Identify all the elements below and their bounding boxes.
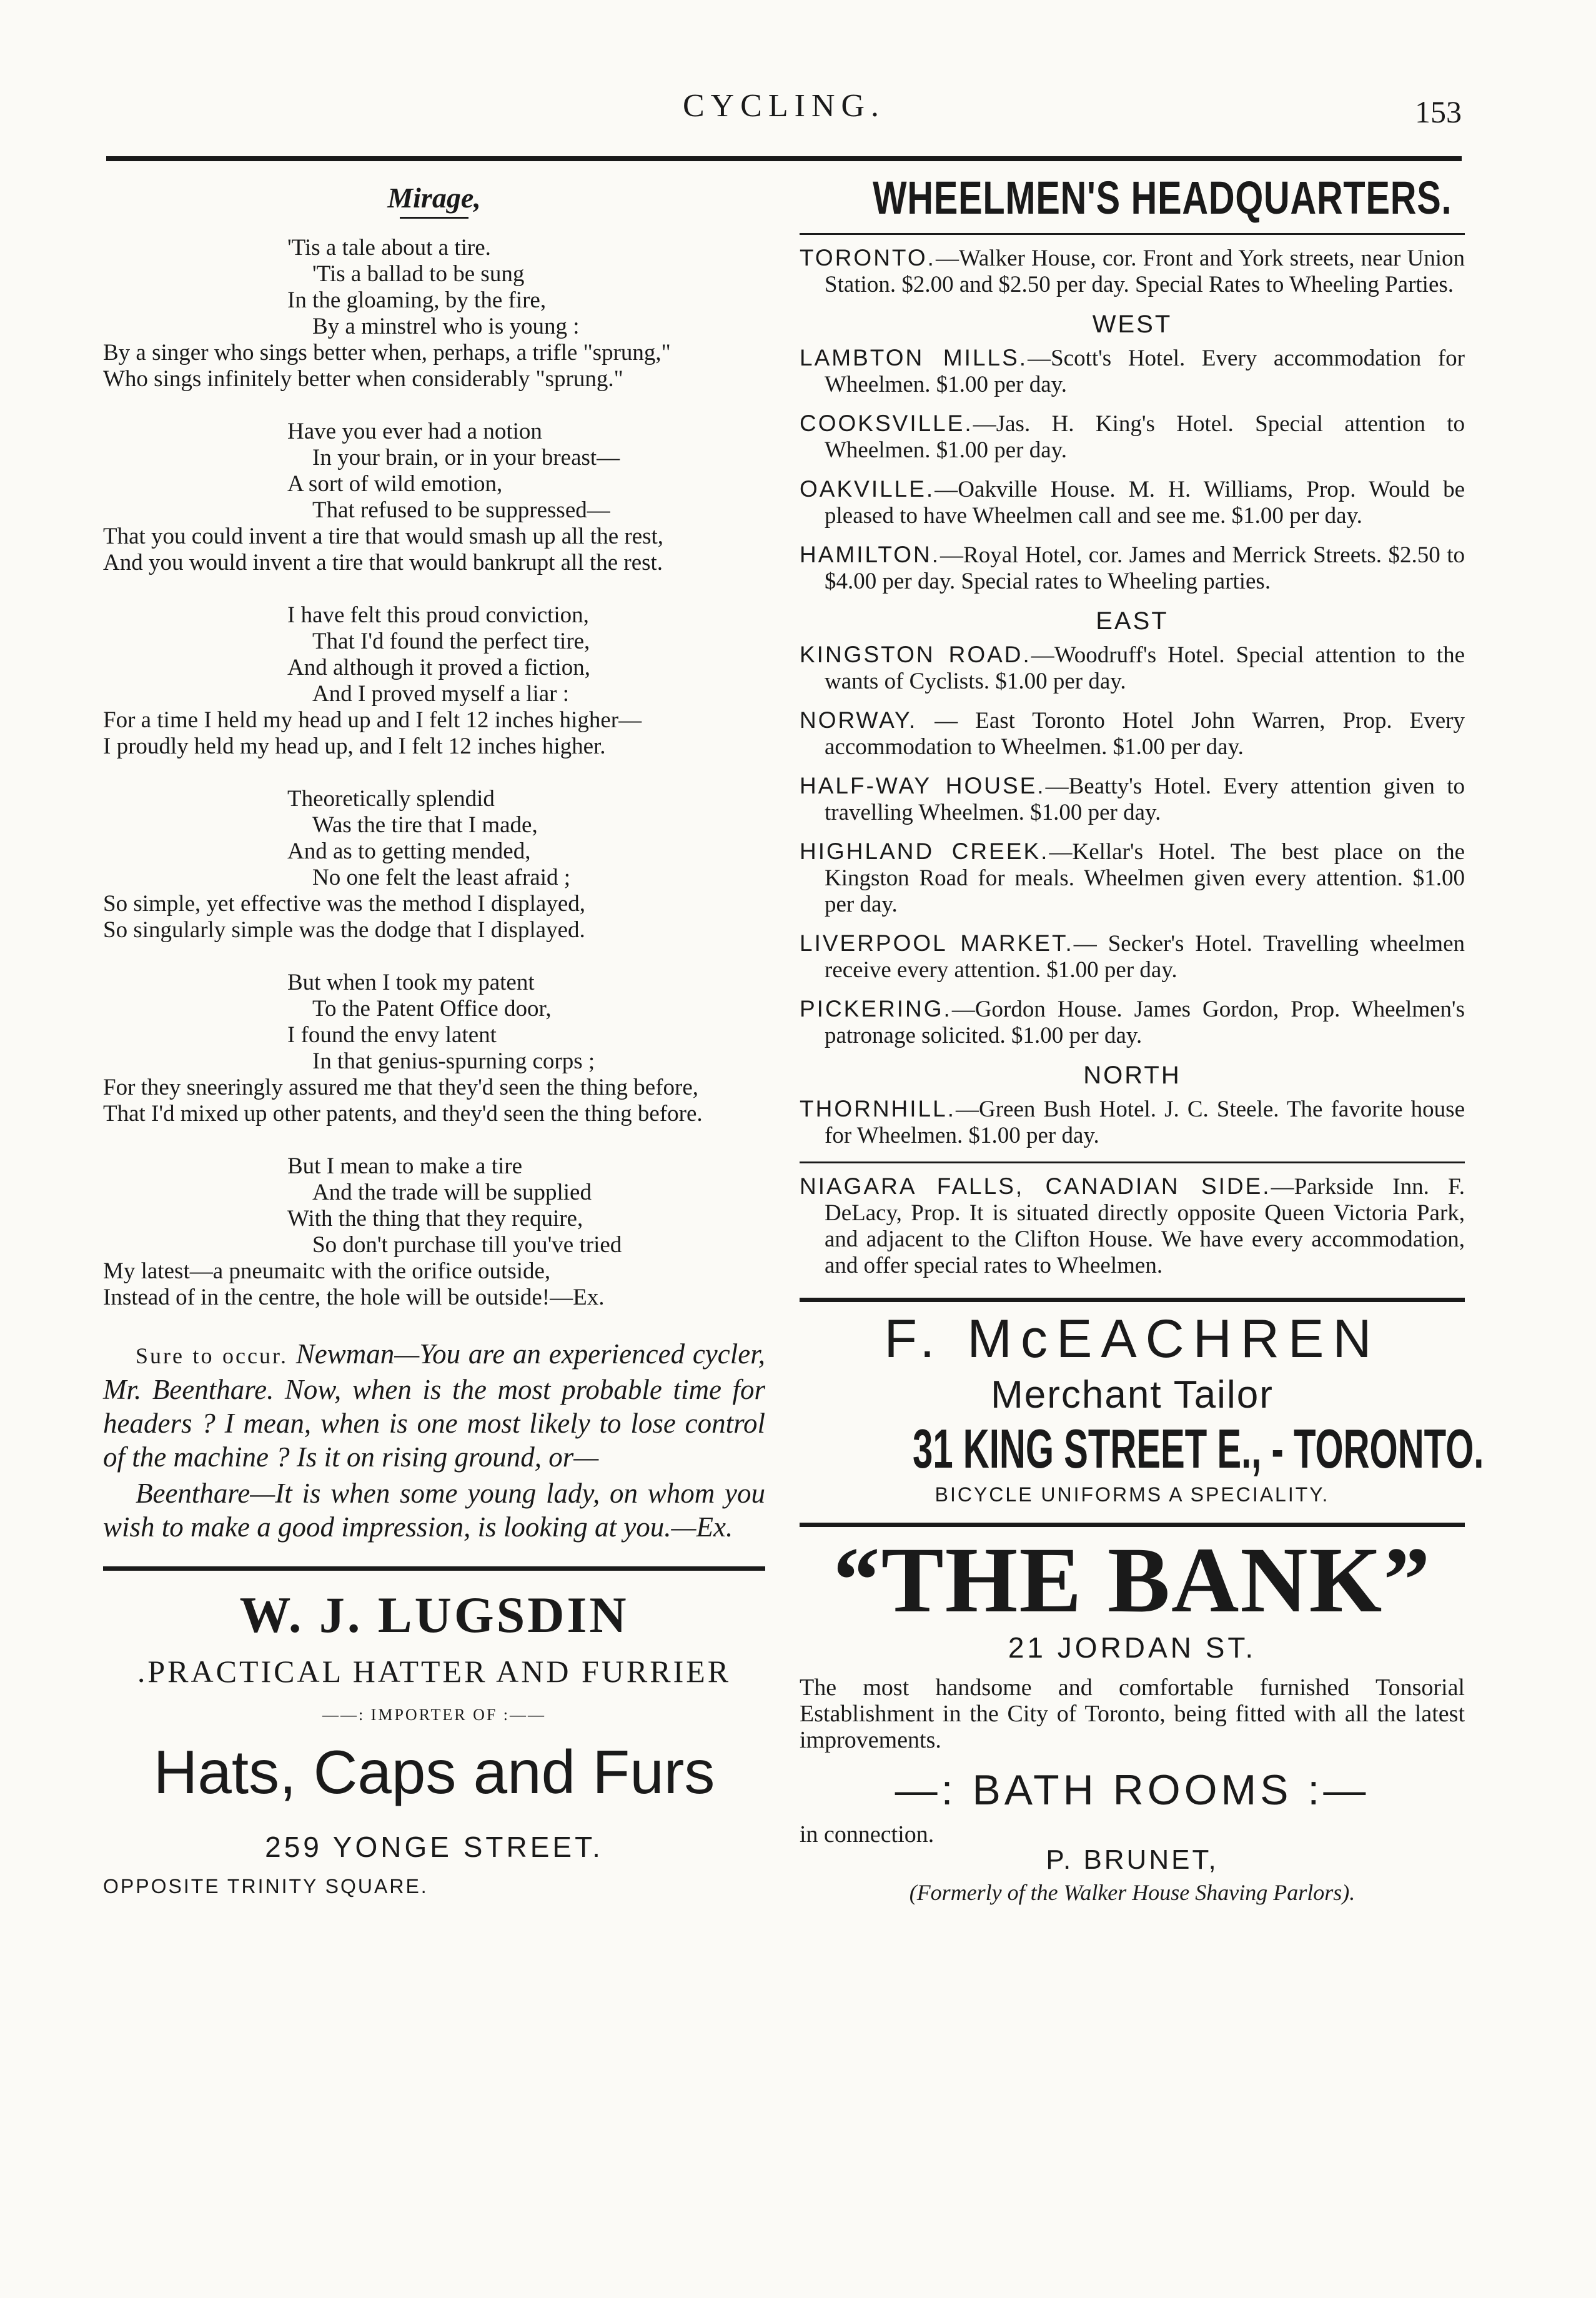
poem-line: And I proved myself a liar : — [312, 681, 569, 707]
right-column — [800, 169, 1484, 1906]
mceachren-name: F. McEACHREN — [884, 1309, 1380, 1369]
poem-line: But when I took my patent — [287, 970, 535, 995]
niagara-place: NIAGARA FALLS, CANADIAN SIDE. — [800, 1173, 1271, 1199]
headquarters-top-entries — [800, 245, 1465, 298]
anecdote-text-2: Beenthare—It is when some young lady, on whom you wish to make a good impression, is looking at you.—Ex. — [103, 1478, 765, 1543]
hotel-entry — [800, 542, 1465, 595]
hotel-place: THORNHILL. — [800, 1096, 956, 1122]
hotel-place: HALF-WAY HOUSE. — [800, 773, 1046, 798]
poem-line: That I'd found the perfect tire, — [312, 629, 590, 654]
poem-line: 'Tis a ballad to be sung — [312, 261, 525, 287]
poem-line: Theoretically splendid — [287, 786, 495, 812]
hotel-place: PICKERING. — [800, 996, 952, 1022]
mceachren-top-rule — [800, 1298, 1465, 1302]
bank-connection: in connection. — [800, 1821, 934, 1848]
region-north: NORTH — [1083, 1062, 1181, 1089]
page-number: 153 — [1415, 94, 1462, 129]
poem-line: So singularly simple was the dodge that I displayed. — [103, 917, 585, 943]
poem-line: To the Patent Office door, — [312, 996, 552, 1022]
poem-line: Was the tire that I made, — [312, 812, 538, 838]
hotel-entry — [800, 838, 1465, 918]
hotel-entry — [800, 642, 1465, 695]
hotel-details: —Oakville House. M. H. Williams, Prop. Would be pleased to have Wheelmen call and see me. $1.00 per day. — [825, 477, 1465, 529]
hotel-entry — [800, 476, 1465, 529]
poem-body — [103, 235, 765, 1311]
hotel-details: —Scott's Hotel. Every accommodation for Wheelmen. $1.00 per day. — [825, 346, 1465, 397]
hotel-entry — [800, 930, 1465, 983]
poem-line: And you would invent a tire that would bankrupt all the rest. — [103, 550, 663, 575]
headquarters-title: WHEELMEN'S HEADQUARTERS. — [873, 172, 1452, 224]
left-column — [103, 169, 765, 1898]
lugsdin-address: 259 YONGE STREET. — [265, 1831, 603, 1863]
poem-line: For a time I held my head up and I felt 12 inches higher— — [103, 707, 642, 733]
region-west: WEST — [1092, 311, 1172, 338]
poem-line: By a singer who sings better when, perhaps, a trifle "sprung," — [103, 340, 671, 366]
lugsdin-top-rule — [103, 1566, 765, 1571]
lugsdin-opposite: OPPOSITE TRINITY SQUARE. — [103, 1875, 429, 1898]
poem-line: 'Tis a tale about a tire. — [287, 235, 491, 261]
mceachren-address: 31 KING STREET E., - TORONTO. — [913, 1418, 1484, 1480]
running-title: CYCLING. — [682, 88, 886, 124]
poem-title-rule — [400, 217, 468, 219]
bank-former: (Formerly of the Walker House Shaving Parlors). — [909, 1880, 1356, 1905]
poem-line: I proudly held my head up, and I felt 12 inches higher. — [103, 734, 606, 759]
niagara-rule — [800, 1161, 1465, 1163]
hotel-place: LIVERPOOL MARKET. — [800, 930, 1074, 956]
poem-line: But I mean to make a tire — [287, 1153, 523, 1179]
headquarters-east-entries — [800, 642, 1465, 1049]
mceachren-specialty: BICYCLE UNIFORMS A SPECIALITY. — [934, 1483, 1330, 1506]
hotel-details: —Beatty's Hotel. Every attention given to travelling Wheelmen. $1.00 per day. — [825, 773, 1465, 825]
headquarters-west-entries — [800, 345, 1465, 595]
poem-line: And the trade will be supplied — [312, 1180, 592, 1205]
header-rule — [106, 156, 1462, 161]
mceachren-ad — [800, 1308, 1484, 1506]
hotel-place: TORONTO. — [800, 245, 936, 271]
hotel-details: —Jas. H. King's Hotel. Special attention to Wheelmen. $1.00 per day. — [825, 411, 1465, 463]
poem-line: With the thing that they require, — [287, 1206, 583, 1231]
bank-description: The most handsome and comfortable furnished Tonsorial Establishment in the City of Toronto, being fitted with all the latest improvements. — [800, 1674, 1465, 1753]
poem-line: I have felt this proud conviction, — [287, 602, 589, 628]
hotel-place: OAKVILLE. — [800, 476, 935, 502]
poem-line: By a minstrel who is young : — [312, 314, 580, 339]
bank-bath-rooms: —: BATH ROOMS :— — [895, 1766, 1370, 1814]
hotel-details: — East Toronto Hotel John Warren, Prop. Every accommodation to Wheelmen. $1.00 per day. — [825, 708, 1465, 760]
hotel-details: — Secker's Hotel. Travelling wheelmen receive every attention. $1.00 per day. — [825, 931, 1465, 983]
poem-stanza — [103, 235, 765, 392]
bank-ad — [800, 1528, 1465, 1906]
poem-stanza — [103, 970, 765, 1127]
poem-line: For they sneeringly assured me that they'd seen the thing before, — [103, 1075, 698, 1100]
poem-line: In the gloaming, by the fire, — [287, 287, 547, 313]
poem-line: That I'd mixed up other patents, and they'd seen the thing before. — [103, 1101, 703, 1127]
hotel-entry — [800, 410, 1465, 464]
hotel-entry — [800, 345, 1465, 398]
headquarters-north-entries — [800, 1096, 1465, 1149]
region-east: EAST — [1096, 607, 1169, 635]
hotel-details: —Royal Hotel, cor. James and Merrick Streets. $2.50 to $4.00 per day. Special rates to Wheeling parties. — [825, 542, 1465, 594]
hotel-entry — [800, 707, 1465, 760]
lugsdin-goods: Hats, Caps and Furs — [153, 1738, 715, 1806]
poem-line: In that genius-spurning corps ; — [312, 1048, 595, 1074]
lugsdin-importer: ——: IMPORTER OF :—— — [322, 1706, 547, 1724]
hotel-entry — [800, 996, 1465, 1049]
anecdote-text-1: Newman—You are an experienced cycler, Mr. Beenthare. Now, when is the most probable time for headers ? I mean, when is one most likely to lose control of the machine ? Is it on rising ground, or— — [103, 1338, 765, 1473]
bank-proprietor: P. BRUNET, — [1046, 1844, 1219, 1875]
headquarters-rule — [800, 233, 1465, 235]
mceachren-trade: Merchant Tailor — [991, 1373, 1274, 1416]
hotel-details: —Green Bush Hotel. J. C. Steele. The favorite house for Wheelmen. $1.00 per day. — [825, 1097, 1465, 1148]
hotel-place: KINGSTON ROAD. — [800, 642, 1031, 667]
poem-stanza — [103, 419, 765, 576]
poem-title: Mirage, — [387, 182, 481, 214]
hotel-place: NORWAY. — [800, 707, 918, 733]
page-header — [106, 87, 1462, 150]
lugsdin-name: W. J. LUGSDIN — [239, 1586, 629, 1643]
poem-line: Instead of in the centre, the hole will be outside!—Ex. — [103, 1285, 605, 1310]
poem-line: My latest—a pneumaitc with the orifice outside, — [103, 1258, 551, 1284]
hotel-details: —Woodruff's Hotel. Special attention to the wants of Cyclists. $1.00 per day. — [825, 642, 1465, 694]
hotel-place: HAMILTON. — [800, 542, 941, 567]
bank-address: 21 JORDAN ST. — [1008, 1631, 1257, 1664]
poem-stanza — [103, 602, 765, 760]
poem-line: Who sings infinitely better when considerably "sprung." — [103, 366, 623, 392]
hotel-details: —Gordon House. James Gordon, Prop. Wheelmen's patronage solicited. $1.00 per day. — [825, 997, 1465, 1048]
hotel-place: HIGHLAND CREEK. — [800, 838, 1049, 864]
hotel-details: —Walker House, cor. Front and York streets, near Union Station. $2.00 and $2.50 per day. Special Rates to Wheeling Parties. — [825, 246, 1465, 297]
poem-line: And as to getting mended, — [287, 838, 531, 864]
hotel-entry — [800, 1096, 1465, 1149]
bank-top-rule — [800, 1523, 1465, 1527]
poem-line: I found the envy latent — [287, 1022, 497, 1048]
poem-line: And although it proved a fiction, — [287, 655, 591, 680]
anecdote — [103, 1337, 765, 1544]
lugsdin-trade: .PRACTICAL HATTER AND FURRIER — [137, 1654, 731, 1689]
niagara-text: —Parkside Inn. F. DeLacy, Prop. It is situated directly opposite Queen Victoria Park, and adjacent to the Clifton House. We have every accommodation, and offer special rates to Wheelmen. — [825, 1174, 1465, 1278]
hotel-entry — [800, 773, 1465, 826]
anecdote-lead: Sure to occur. — [136, 1343, 288, 1368]
poem-line: That you could invent a tire that would smash up all the rest, — [103, 524, 664, 549]
poem-line: So don't purchase till you've tried — [312, 1232, 622, 1258]
hotel-place: COOKSVILLE. — [800, 410, 973, 436]
poem-line: A sort of wild emotion, — [287, 471, 503, 497]
poem-line: That refused to be suppressed— — [312, 497, 610, 523]
poem-line: So simple, yet effective was the method I displayed, — [103, 891, 586, 917]
poem-stanza — [103, 786, 765, 943]
poem-line: No one felt the least afraid ; — [312, 865, 570, 890]
lugsdin-ad — [103, 1586, 765, 1898]
poem-line: Have you ever had a notion — [287, 419, 542, 444]
poem-stanza — [103, 1153, 765, 1311]
niagara-entry — [800, 1173, 1465, 1279]
hotel-place: LAMBTON MILLS. — [800, 345, 1028, 371]
bank-title: “THE BANK” — [833, 1528, 1432, 1632]
poem-line: In your brain, or in your breast— — [312, 445, 620, 470]
hotel-details: —Kellar's Hotel. The best place on the Kingston Road for meals. Wheelmen given every attention. $1.00 per day. — [825, 839, 1465, 917]
hotel-entry — [800, 245, 1465, 298]
